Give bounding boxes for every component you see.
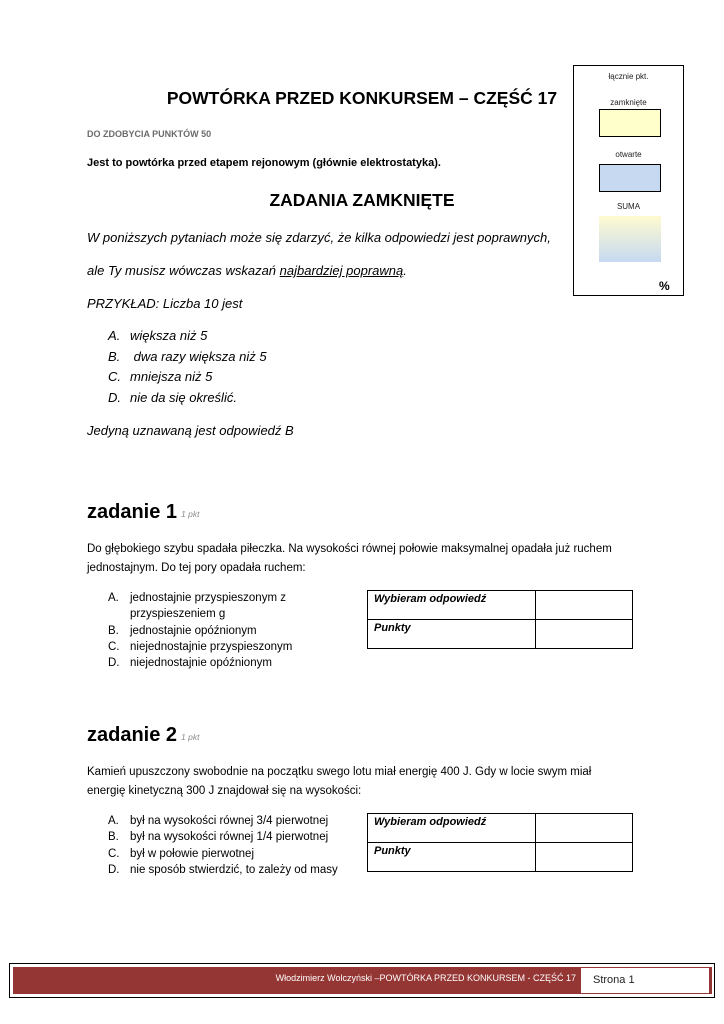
task-2-points: 1 pkt [181,732,200,742]
footer-text: Włodzimierz Wolczyński –POWTÓRKA PRZED KONKURSEM - CZĘŚĆ 17 [275,973,576,983]
task-2-options [108,813,370,878]
task-1-points: 1 pkt [181,509,200,519]
task-2-option-b[interactable]: B. był na wysokości równej 1/4 pierwotnej [108,831,329,844]
example-intro: PRZYKŁAD: Liczba 10 jest [87,296,243,311]
task-1-answer-table [367,590,633,649]
task-1-option-a[interactable]: A. jednostajnie przyspieszonym z przyspieszeniem g [108,592,286,621]
closed-points-field[interactable] [599,109,661,137]
sum-field[interactable] [599,216,661,262]
closed-points-label: zamknięte [610,98,647,107]
task-2-title: zadanie 2 [87,724,178,746]
instruction-prefix: ale Ty musisz wówczas wskazań [87,263,280,278]
task-2-answer-table [367,813,633,872]
page-title: POWTÓRKA PRZED KONKURSEM – CZĘŚĆ 17 [166,88,558,108]
task-2-points-field[interactable] [536,843,633,872]
intro-text: Jest to powtórka przed etapem rejonowym (głównie elektrostatyka). [87,157,441,169]
task-2-option-a[interactable]: A. był na wysokości równej 3/4 pierwotnej [108,815,329,827]
task-2-heading [87,724,199,747]
task-1-question: Do głębokiego szybu spadała piłeczka. Na wysokości równej połowie maksymalnej opadała już ruchem jednostajnym. Do tej pory opadała ruchem: [87,543,612,574]
section-title: ZADANIA ZAMKNIĘTE [269,190,455,210]
points-label: Punkty [368,620,536,649]
task-1-option-d[interactable]: D. niejednostajnie opóźnionym [108,657,272,670]
percent-sign: % [659,279,670,293]
answer-label: Wybieram odpowiedź [368,591,536,620]
task-2-option-c[interactable]: C. był w połowie pierwotnej [108,847,255,860]
instruction-line-2 [87,263,407,278]
answer-label: Wybieram odpowiedź [368,814,536,843]
task-1-points-field[interactable] [536,620,633,649]
instruction-suffix: . [403,263,407,278]
example-answer: Jedyną uznawaną jest odpowiedź B [87,423,294,438]
points-label: Punkty [368,843,536,872]
instruction-line-1: W poniższych pytaniach może się zdarzyć, że kilka odpowiedzi jest poprawnych, [87,230,551,245]
task-2-answer-field[interactable] [536,814,633,843]
instruction-underlined: najbardziej poprawną [279,263,404,278]
open-points-field[interactable] [599,164,661,192]
task-1-options [108,590,330,671]
task-1-answer-field[interactable] [536,591,633,620]
total-points-label: łącznie pkt. [608,72,649,81]
page-number: Strona 1 [581,968,709,993]
example-option: D. nie da się określić. [108,389,237,405]
example-option: A. większa niż 5 [108,328,208,343]
task-1-option-b[interactable]: B. jednostajnie opóźnionym [108,624,257,637]
task-1-option-c[interactable]: C. niejednostajnie przyspieszonym [108,640,293,653]
example-options [108,328,267,410]
task-2-option-d[interactable]: D. nie sposób stwierdzić, to zależy od masy [108,863,338,876]
task-1-title: zadanie 1 [87,501,178,523]
example-option: B. dwa razy większa niż 5 [108,348,267,364]
example-option: C. mniejsza niż 5 [108,369,213,384]
open-points-label: otwarte [615,150,642,159]
points-note: DO ZDOBYCIA PUNKTÓW 50 [87,129,212,139]
task-2-question: Kamień upuszczony swobodnie na początku swego lotu miał energię 400 J. Gdy w locie swym miał energię kinetyczną 300 J znajdował się na wysokości: [87,766,592,797]
task-1-heading [87,501,199,524]
sum-label: SUMA [616,202,641,211]
